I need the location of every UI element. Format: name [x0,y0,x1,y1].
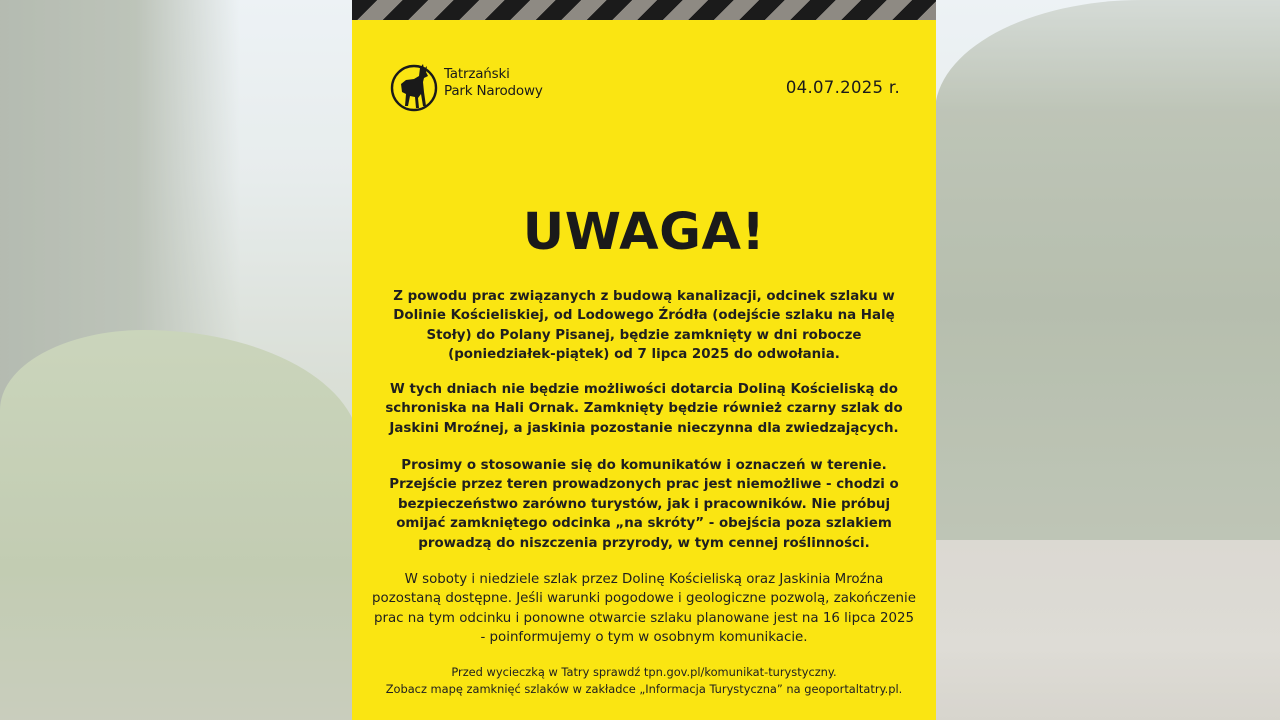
notice-footer [352,664,936,698]
paragraph-safety: Prosimy o stosowanie się do komunikatów i oznaczeń w terenie. Przejście przez teren prowadzonych prac jest niemożliwe - chodzi o bezpieczeństwo zarówno turystów, jak i pracowników. Nie próbuj omijać zamkniętego odcinka „na skróty” - obejścia poza szlakiem prowadzą do niszczenia przyrody, w tym cennej roślinności. [389,458,899,551]
park-logo [390,62,570,114]
paragraph-weekend-access: W soboty i niedziele szlak przez Dolinę Kościeliską oraz Jaskinia Mroźna pozostaną dostępne. Jeśli warunki pogodowe i geologiczne pozwolą, zakończenie prac na tym odcinku i ponowne otwarcie szlaku planowane jest na 16 lipca 2025 - poinformujemy o tym w osobnym komunikacie. [372,572,916,646]
park-name [444,66,543,100]
notice-title: UWAGA! [522,203,766,262]
chamois-in-circle-icon [390,62,440,114]
footer-line2: Zobacz mapę zamknięć szlaków w zakładce „Informacja Turystyczna” na geoportaltatry.pl. [385,682,903,696]
paragraph-closure: Z powodu prac związanych z budową kanalizacji, odcinek szlaku w Dolinie Kościeliskiej, od Lodowego Źródła (odejście szlaku na Halę Stoły) do Polany Pisanej, będzie zamknięty w dni robocze (poniedziałek-piątek) od 7 lipca 2025 do odwołania. [393,289,895,363]
notice-panel [352,0,936,720]
park-name-line1: Tatrzański [444,66,510,82]
park-name-line2: Park Narodowy [444,83,543,99]
paragraph-no-access: W tych dniach nie będzie możliwości dotarcia Doliną Kościeliską do schroniska na Hali Ornak. Zamknięty będzie również czarny szlak do Jaskini Mroźnej, a jaskinia pozostanie nieczynna dla zwiedzających. [385,382,903,436]
footer-line1: Przed wycieczką w Tatry sprawdź tpn.gov.pl/komunikat-turystyczny. [451,665,837,679]
hazard-stripes [352,0,936,20]
notice-date: 04.07.2025 r. [785,78,900,97]
